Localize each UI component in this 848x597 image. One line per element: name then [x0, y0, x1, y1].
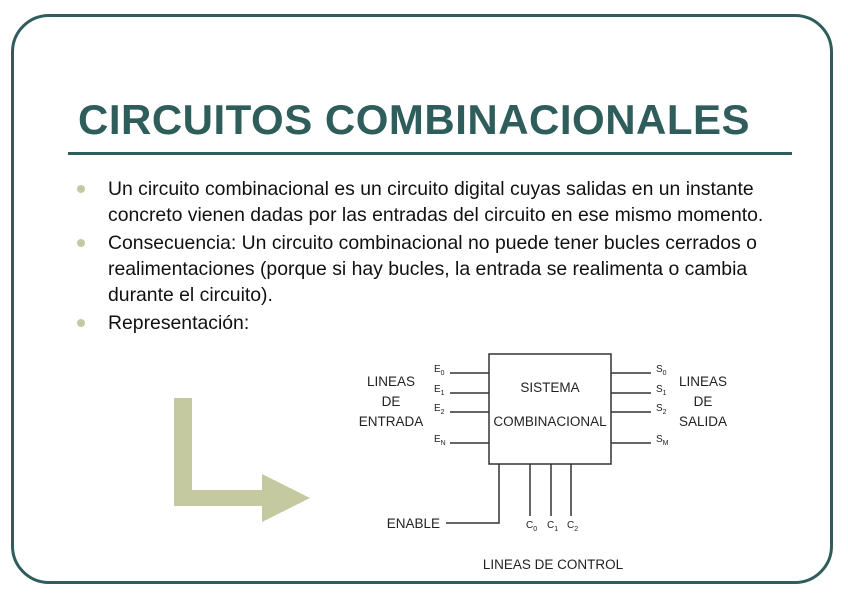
output-lines: [611, 373, 651, 443]
block-label-line1: SISTEMA: [520, 380, 580, 395]
enable-label: ENABLE: [386, 516, 440, 531]
pin-label: $E_0$: [434, 364, 445, 377]
pin-label: $S_0$: [656, 364, 667, 377]
pin-label: $S_2$: [656, 403, 667, 416]
bullet-text: Un circuito combinacional es un circuito digital cuyas salidas en un instante concreto vienen dadas por las entradas del circuito en ese mismo momento.: [108, 178, 764, 226]
svg-text:SALIDA: SALIDA: [678, 414, 728, 429]
bent-arrow-right-icon: [174, 398, 310, 522]
control-lines-label: LINEAS DE CONTROL: [482, 557, 624, 572]
outputs-group-label: [679, 374, 727, 429]
input-pin-labels: [434, 364, 446, 447]
inputs-group-label: [359, 374, 424, 429]
pin-label: $E_2$: [434, 403, 445, 416]
svg-text:DE: DE: [381, 394, 401, 409]
slide-title: CIRCUITOS COMBINACIONALES: [78, 96, 751, 143]
svg-text:DE: DE: [693, 394, 713, 409]
output-pin-labels: [656, 364, 669, 447]
pin-label: $S_1$: [656, 384, 667, 397]
svg-text:ENTRADA: ENTRADA: [358, 414, 424, 429]
pin-label: $C_1$: [547, 520, 559, 533]
pin-label: $E_1$: [434, 384, 445, 397]
pin-label: $C_0$: [526, 520, 538, 533]
pin-label: $E_N$: [434, 434, 446, 447]
svg-text:LINEAS: LINEAS: [678, 374, 728, 389]
control-pin-labels: [526, 520, 578, 533]
system-block: [489, 354, 611, 464]
block-label-line2: COMBINACIONAL: [493, 414, 607, 429]
svg-text:LINEAS: LINEAS: [366, 374, 416, 389]
input-lines: [450, 373, 489, 443]
pin-label: $S_M$: [656, 434, 669, 447]
pin-label: $C_2$: [567, 520, 579, 533]
control-lines: [446, 464, 571, 523]
bullet-text: Consecuencia: Un circuito combinacional no puede tener bucles cerrados o realimentaciones (porque si hay bucles, la entrada se realimenta o cambia durante el circuito).: [108, 232, 757, 306]
bullet-text: Representación:: [108, 312, 250, 334]
